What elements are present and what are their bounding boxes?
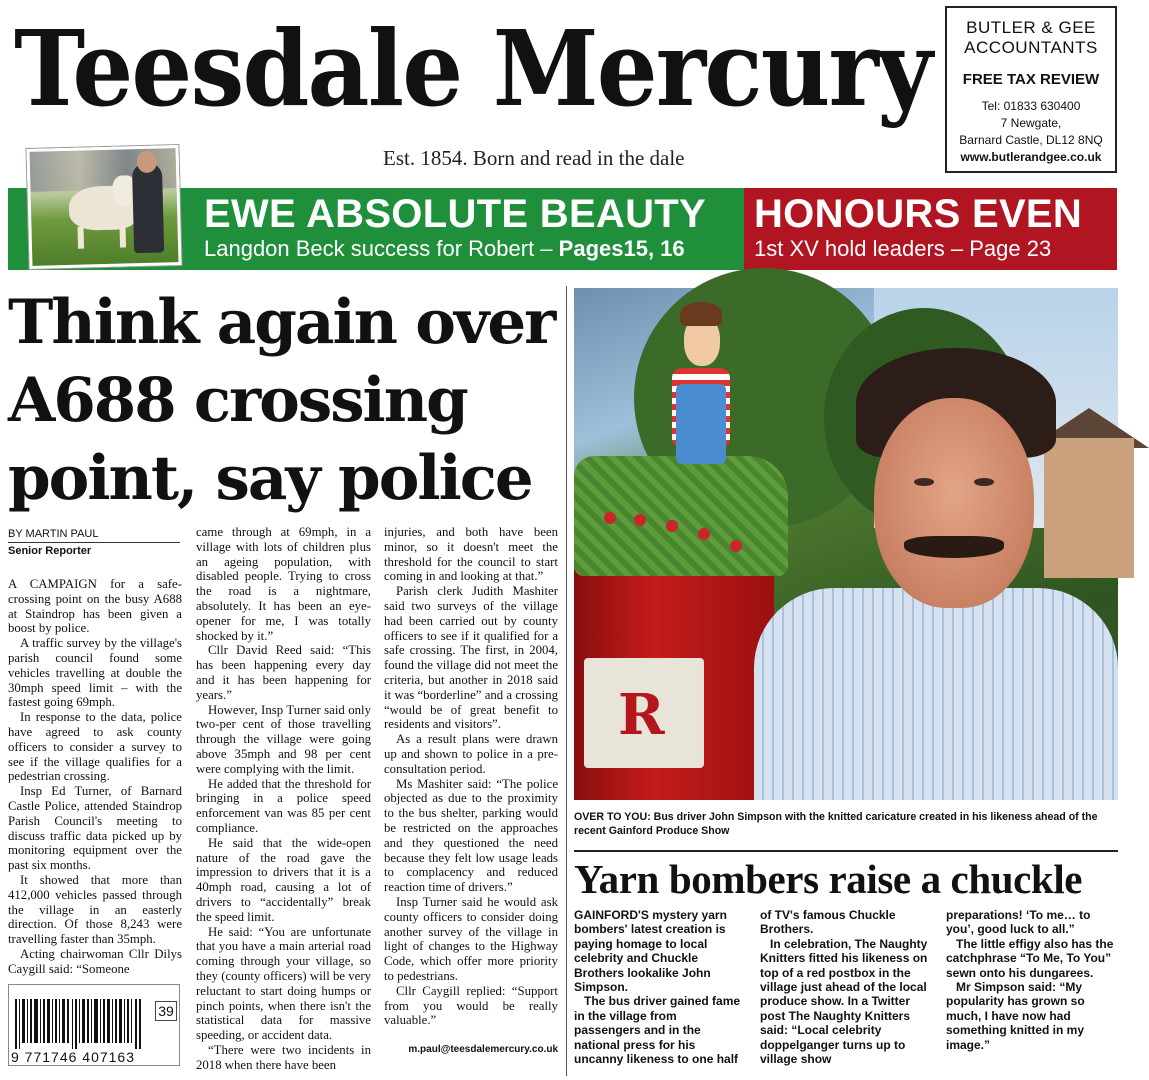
paragraph: It showed that more than 412,000 vehicles passed through the village in an easterly direction. Of those 8,243 were travelling faster than 35mph.	[8, 872, 182, 947]
banner-left-subtext: Langdon Beck success for Robert –	[204, 236, 559, 261]
advert-contact	[947, 98, 1115, 166]
man-eye	[974, 478, 994, 486]
knit-bobble	[698, 528, 710, 540]
second-headline: Yarn bombers raise a chuckle	[574, 850, 1118, 904]
man-eye	[914, 478, 934, 486]
banner-left-headline: EWE ABSOLUTE BEAUTY	[204, 192, 707, 236]
knitted-doll-hair	[680, 302, 722, 326]
paragraph: The little effigy also has the catchphrase “To Me, To You” sewn onto his dungarees.	[946, 936, 1114, 980]
second-story-column-1	[574, 908, 744, 1078]
masthead-tagline: Est. 1854. Born and read in the dale	[383, 146, 685, 170]
advert-tel: Tel: 01833 630400	[981, 99, 1081, 113]
sheep-leg	[119, 225, 126, 247]
paragraph: In celebration, The Naughty Knitters fitted his likeness on top of a red postbox in the village just ahead of the local produce show. In a Twitter post The Naughty Knitters said: “Local celebrity doppelganger turns up to village show	[760, 936, 928, 1067]
sheep-leg	[78, 227, 85, 249]
paragraph: of TV's famous Chuckle Brothers.	[760, 908, 896, 937]
paragraph: Ms Mashiter said: “The police objected as due to the proximity to the bus shelter, parking would be restricted on the approaches and they questioned the need because they felt low usage leads to complacency and reduced reaction time of drivers.”	[384, 776, 558, 895]
paragraph: Cllr David Reed said: “This has been happening every day and it has been happening for years.”	[196, 643, 371, 702]
column-divider	[566, 286, 567, 1076]
paragraph: injuries, and both have been minor, so it doesn't meet the threshold for the council to start coming in and looking at that.”	[384, 525, 558, 584]
barcode-icon	[15, 999, 143, 1049]
paragraph: Mr Simpson said: “My popularity has grown so much, I have now had something knitted in my image.”	[946, 980, 1085, 1052]
paragraph: He said: “You are unfortunate that you have a main arterial road coming through your village, so they (county officers) will be very reluctant to start doing humps or pinch points, when there isn't the statistical data for massive speeding, or accident data.	[196, 924, 371, 1043]
issue-number: 39	[155, 1001, 177, 1021]
byline-role: Senior Reporter	[8, 545, 92, 557]
paragraph: He said that the wide-open nature of the road gave the impression to drivers that it is a 40mph road, causing a lot of drivers to “accidentally” break the speed limit.	[196, 835, 371, 924]
man-shirt	[754, 588, 1118, 800]
advert-name	[947, 18, 1115, 58]
paragraph: GAINFORD'S mystery yarn bombers' latest creation is paying homage to local celebrity and Chuckle Brothers lookalike John Simpson.	[574, 908, 727, 995]
advert-name-line2: ACCOUNTANTS	[964, 38, 1098, 57]
handler-figure	[132, 162, 164, 253]
main-story-column-2	[196, 525, 371, 1072]
man-face	[874, 398, 1034, 608]
paragraph: However, Insp Turner said only two-per cent of those travelling through the village were going above 35mph and 98 per cent were complying with the limit.	[196, 702, 371, 776]
main-headline: Think again over A688 crossing point, say police	[8, 287, 555, 514]
byline: BY MARTIN PAUL	[8, 528, 180, 543]
knit-bobble	[730, 540, 742, 552]
banner-left-subhead	[204, 236, 685, 262]
knit-bobble	[634, 514, 646, 526]
banner-right-promo[interactable]	[744, 188, 1117, 270]
banner-right-subhead: 1st XV hold leaders – Page 23	[754, 236, 1052, 261]
advert-offer: FREE TAX REVIEW	[962, 71, 1100, 88]
advert-address-line1: 7 Newgate,	[1000, 116, 1062, 130]
banner-right-headline: HONOURS EVEN	[754, 192, 1083, 236]
paragraph: Acting chairwoman Cllr Dilys Caygill said: “Someone	[8, 946, 182, 976]
postbox-letter: R	[618, 682, 665, 748]
second-story-column-2	[760, 908, 936, 1078]
paragraph: A traffic survey by the village's parish council found some vehicles travelling at double the 30mph speed limit – with the fastest going 69mph.	[8, 636, 182, 710]
main-photo	[574, 288, 1118, 800]
paragraph: Insp Turner said he would ask county officers to consider doing another survey of the village in light of changes to the Highway Code, which offer more priority to pedestrians.	[384, 894, 558, 983]
knit-bobble	[604, 512, 616, 524]
house-shape	[1044, 438, 1134, 578]
barcode-box	[8, 984, 180, 1066]
advert-box	[945, 6, 1117, 173]
reporter-email[interactable]: m.paul@teesdalemercury.co.uk	[408, 1044, 558, 1055]
sheep-show-photo	[26, 145, 181, 269]
paragraph: In response to the data, police have agreed to ask county officers to consider a survey to see if the village qualifies for a pedestrian crossing.	[8, 710, 182, 784]
paragraph: The bus driver gained fame in the village from passengers and in the national press for his uncanny likeness to one half	[574, 994, 741, 1067]
barcode-number: 9 771746 407163	[11, 1049, 135, 1065]
paragraph: preparations! ‘To me… to you’, good luck to all.”	[946, 908, 1091, 937]
man-moustache	[904, 536, 1004, 558]
second-story-column-3	[946, 908, 1118, 1078]
main-story-column-3	[384, 525, 558, 1030]
paragraph: A CAMPAIGN for a safe-crossing point on the busy A688 at Staindrop has been given a boost by police.	[8, 577, 182, 636]
paragraph: Cllr Caygill replied: “Support from you would be really valuable.”	[384, 983, 558, 1028]
masthead-title: Teesdale Mercury	[14, 7, 931, 130]
paragraph: Parish clerk Judith Mashiter said two surveys of the village had been carried out by county officers to see if it qualified for a safe crossing. The first, in 2004, found the village did not meet the criteria, but another in 2018 said it was “borderline” and a crossing “would be of great benefit to residents and visitors”.	[384, 584, 558, 732]
knit-bobble	[666, 520, 678, 532]
advert-website[interactable]: www.butlerandgee.co.uk	[960, 150, 1102, 164]
photo-caption: OVER TO YOU: Bus driver John Simpson with the knitted caricature created in his likeness ahead of the recent Gainford Produce Show	[574, 811, 1098, 837]
main-story-column-1	[8, 577, 182, 976]
paragraph: came through at 69mph, in a village with lots of children plus an ageing population, with disabled people. Trying to cross the road is a nightmare, absolutely. It has been an eye-opener for me, I was totally shocked by it.”	[196, 525, 371, 643]
paragraph: “There were two incidents in 2018 when there have been	[196, 1042, 371, 1072]
paragraph: Insp Ed Turner, of Barnard Castle Police, attended Staindrop Parish Council's meeting to discuss traffic data picked up by monitoring equipment over the past six months.	[8, 784, 182, 873]
advert-name-line1: BUTLER & GEE	[966, 18, 1096, 37]
banner-left-pages: Pages15, 16	[558, 236, 685, 261]
knitted-doll-dungarees	[676, 384, 726, 464]
paragraph: He added that the threshold for bringing in a police speed enforcement van was 85 per cent compliance.	[196, 776, 371, 835]
paragraph: As a result plans were drawn up and shown to police in a pre-consultation period.	[384, 732, 558, 776]
advert-address-line2: Barnard Castle, DL12 8NQ	[959, 133, 1103, 147]
